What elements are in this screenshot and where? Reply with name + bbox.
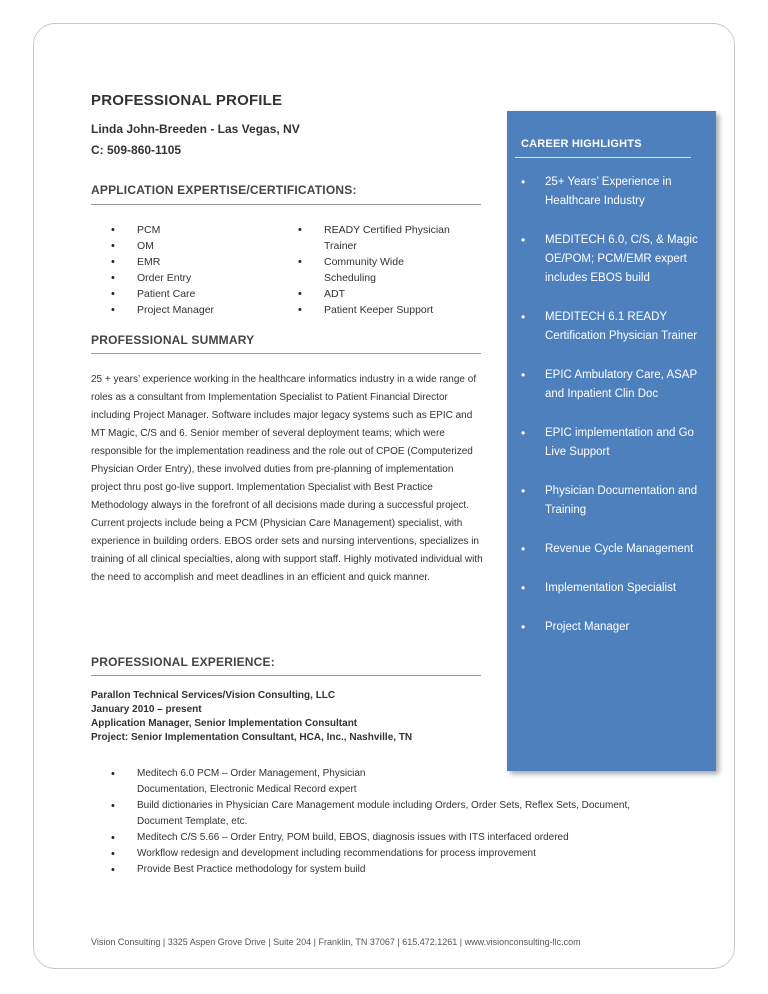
list-item: • EMR — [111, 254, 271, 270]
job-project: Project: Senior Implementation Consultant, HCA, Inc., Nashville, TN — [91, 732, 413, 743]
summary-heading: PROFESSIONAL SUMMARY — [91, 333, 255, 347]
job-role: Application Manager, Senior Implementation Consultant — [91, 718, 358, 729]
experience-job-header — [91, 689, 491, 745]
highlights-list — [521, 173, 711, 657]
list-item: • Revenue Cycle Management — [521, 540, 711, 559]
list-item: • READY Certified Physician Trainer — [298, 222, 458, 254]
job-dates: January 2010 – present — [91, 704, 202, 715]
career-highlights-sidebar — [507, 111, 716, 771]
page-title: PROFESSIONAL PROFILE — [91, 92, 283, 109]
sidebar-rule — [515, 157, 691, 158]
experience-rule — [91, 675, 481, 676]
list-item: • EPIC Ambulatory Care, ASAP and Inpatient Clin Doc — [521, 366, 711, 404]
list-item: • Project Manager — [521, 618, 711, 637]
list-item: • Physician Documentation and Training — [521, 482, 711, 520]
list-item: • Workflow redesign and development including recommendations for process improvement — [111, 846, 661, 862]
sidebar-heading: CAREER HIGHLIGHTS — [521, 138, 642, 150]
list-item: • Community Wide Scheduling — [298, 254, 458, 286]
footer-contact: Vision Consulting | 3325 Aspen Grove Drive | Suite 204 | Franklin, TN 37067 | 615.472.1261 | www.visionconsulting-llc.com — [91, 937, 581, 947]
list-item: • MEDITECH 6.1 READY Certification Physician Trainer — [521, 308, 711, 346]
list-item: • ADT — [298, 286, 458, 302]
list-item: • EPIC implementation and Go Live Support — [521, 424, 711, 462]
expertise-list-col1 — [111, 222, 271, 318]
list-item: • Order Entry — [111, 270, 271, 286]
list-item: • Implementation Specialist — [521, 579, 711, 598]
list-item: • Patient Care — [111, 286, 271, 302]
expertise-heading: APPLICATION EXPERTISE/CERTIFICATIONS: — [91, 183, 357, 197]
list-item: • 25+ Years’ Experience in Healthcare Industry — [521, 173, 711, 211]
list-item: • Patient Keeper Support — [298, 302, 458, 318]
summary-text: 25 + years’ experience working in the healthcare informatics industry in a wide range of roles as a consultant from Implementation Specialist to Patient Financial Director including Project Manager. Software includes major legacy systems such as EPIC and MT Magic, C/S and 6. Senior member of several deployment teams; which were responsible for the implementation readiness and the role out of CPOE (Computerized Physician Order Entry), these involved duties from pre-planning of implementation project thru post go-live support. Implementation Specialist with Best Practice Methodology always in the forefront of all decisions made during a successful project. Current projects include being a PCM (Physician Care Management) specialist, with experience in building orders. EBOS order sets and nursing interventions, specializes in training of all clinical specialties, along with support staff. Highly motivated individual with the need to accomplish and meet deadlines in an efficient and quick manner. — [91, 374, 483, 583]
name-location: Linda John-Breeden - Las Vegas, NV — [91, 122, 300, 136]
list-item: • OM — [111, 238, 271, 254]
list-item: • Build dictionaries in Physician Care Management module including Orders, Order Sets, Reflex Sets, Document, Document Template, etc. — [111, 798, 661, 830]
summary-rule — [91, 353, 481, 354]
experience-bullets — [111, 766, 661, 878]
list-item: • Meditech 6.0 PCM – Order Management, Physician Documentation, Electronic Medical Record expert — [111, 766, 417, 798]
expertise-list-col2 — [298, 222, 458, 318]
experience-heading: PROFESSIONAL EXPERIENCE: — [91, 655, 275, 669]
list-item: • Meditech C/S 5.66 – Order Entry, POM build, EBOS, diagnosis issues with ITS interfaced ordered — [111, 830, 661, 846]
list-item: • Project Manager — [111, 302, 271, 318]
phone-number: C: 509-860-1105 — [91, 143, 182, 157]
list-item: • Provide Best Practice methodology for system build — [111, 862, 661, 878]
list-item: • PCM — [111, 222, 271, 238]
company-name: Parallon Technical Services/Vision Consulting, LLC — [91, 690, 336, 701]
list-item: • MEDITECH 6.0, C/S, & Magic OE/POM; PCM/EMR expert includes EBOS build — [521, 231, 711, 288]
expertise-rule — [91, 204, 481, 205]
